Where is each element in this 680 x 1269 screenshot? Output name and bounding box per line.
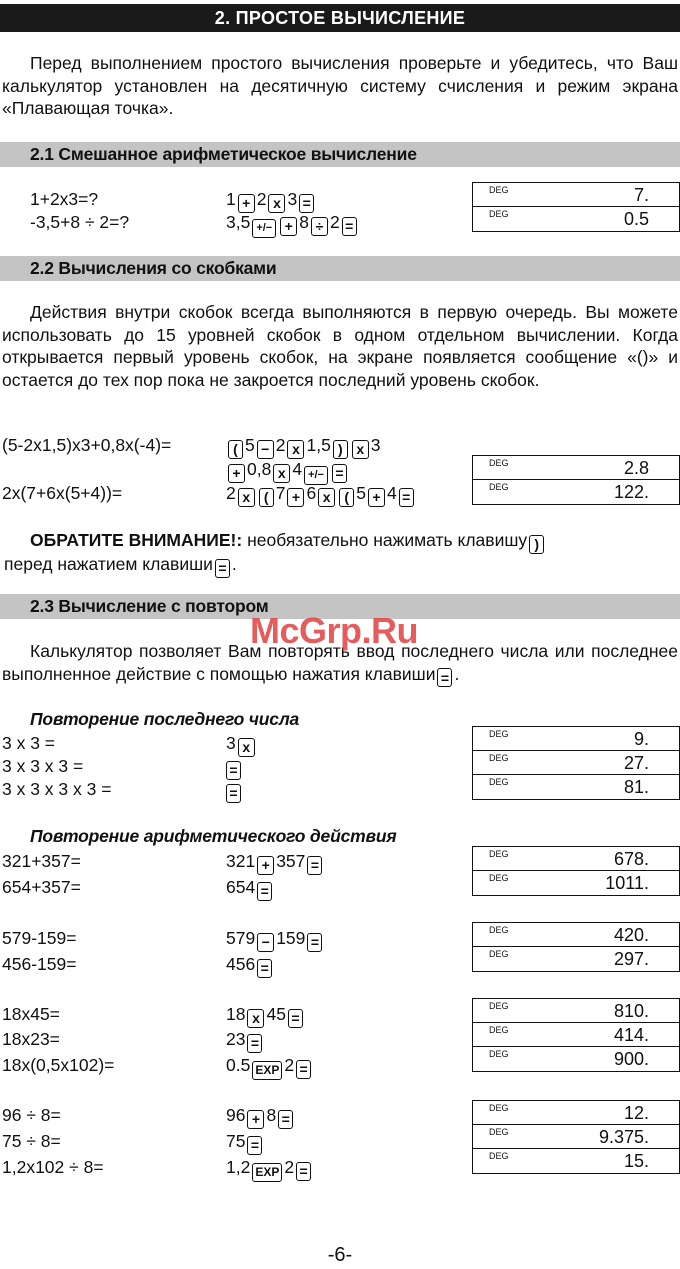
digit: 1	[226, 189, 236, 209]
exp-key: EXP	[252, 1061, 282, 1080]
equals-key: =	[247, 1034, 262, 1053]
op-example: 654+357=	[2, 877, 81, 897]
deg-indicator: DEG	[489, 925, 509, 935]
deg-indicator: DEG	[489, 458, 509, 468]
lcd-display	[472, 455, 680, 505]
digit: 1,2	[226, 1157, 251, 1177]
equals-key: =	[332, 464, 347, 483]
display-value: 27.	[623, 753, 649, 773]
digit: 357	[276, 851, 306, 871]
multiply-key: x	[238, 738, 255, 757]
exp-key: EXP	[252, 1163, 282, 1182]
equals-key: =	[307, 933, 322, 952]
deg-indicator: DEG	[489, 949, 509, 959]
multiply-key: x	[273, 464, 290, 483]
left-paren-key: (	[228, 440, 243, 459]
lcd-display	[472, 1100, 680, 1174]
minus-key: −	[257, 933, 274, 952]
para-end: .	[454, 663, 460, 684]
op-keys	[226, 952, 274, 978]
equals-key: =	[307, 856, 322, 875]
plus-key: +	[238, 194, 255, 213]
note-line-2	[4, 552, 237, 578]
multiply-key: x	[352, 440, 369, 459]
lcd-display	[472, 726, 680, 800]
display-value: 122.	[613, 482, 649, 502]
section-2-1-heading: 2.1 Смешанное арифметическое вычисление	[0, 142, 680, 167]
digit: 654	[226, 877, 256, 897]
equals-key: =	[247, 1136, 262, 1155]
minus-key: −	[257, 440, 274, 459]
digit: 2	[329, 212, 340, 232]
equals-key: =	[342, 217, 357, 236]
equals-key: =	[299, 194, 314, 213]
s22-text: Действия внутри скобок всегда выполняются в первую очередь. Вы можете использовать до 15 уровней скобок в одном отдельном вычислении. Когда открывается первый уровень скобок, на экране появляется сообщение «()» и остается до тех пор пока не закроется последний уровень скобок.	[2, 302, 678, 390]
plus-key: +	[247, 1110, 264, 1129]
equals-key: =	[296, 1162, 311, 1181]
s22-example-1: (5-2x1,5)x3+0,8x(-4)=	[2, 435, 172, 455]
deg-indicator: DEG	[489, 1103, 509, 1113]
plus-key: +	[368, 488, 385, 507]
rep-example: 3 x 3 =	[2, 733, 56, 753]
op-example: 1,2x102 ÷ 8=	[2, 1157, 104, 1177]
deg-indicator: DEG	[489, 1049, 509, 1059]
deg-indicator: DEG	[489, 482, 509, 492]
rep-keys	[226, 731, 257, 757]
display-value: 9.	[633, 729, 649, 749]
lcd-display	[472, 846, 680, 896]
digit: 3	[370, 435, 381, 455]
op-keys	[226, 926, 324, 952]
watermark: McGrp.Ru	[250, 610, 419, 651]
lcd-display	[472, 998, 680, 1072]
plus-key: +	[280, 217, 297, 236]
intro-paragraph	[2, 52, 678, 120]
display-row	[473, 183, 679, 207]
display-value: 0.5	[623, 209, 649, 229]
multiply-key: x	[287, 440, 304, 459]
multiply-key: x	[247, 1009, 264, 1028]
digit: 3	[226, 733, 236, 753]
op-keys	[226, 1027, 264, 1053]
deg-indicator: DEG	[489, 753, 509, 763]
digit: 45	[266, 1004, 286, 1024]
page-number: -6-	[327, 1244, 353, 1266]
display-value: 1011.	[605, 873, 649, 893]
lcd-display	[472, 182, 680, 232]
op-example: 18x45=	[2, 1004, 60, 1024]
deg-indicator: DEG	[489, 873, 509, 883]
deg-indicator: DEG	[489, 849, 509, 859]
digit: 18	[226, 1004, 246, 1024]
digit: 0.5	[226, 1055, 251, 1075]
equals-key: =	[257, 959, 272, 978]
plus-key: +	[257, 856, 274, 875]
s21-example-2: -3,5+8 ÷ 2=?	[30, 212, 130, 232]
intro-text: Перед выполнением простого вычисления проверьте и убедитесь, что Ваш калькулятор установлен на десятичную систему счисления и режим экрана «Плавающая точка».	[2, 53, 678, 118]
left-paren-key: (	[339, 488, 354, 507]
s22-keys-2	[226, 481, 416, 507]
digit: 96	[226, 1105, 246, 1125]
digit: 4	[292, 459, 303, 479]
digit: 7	[275, 483, 286, 503]
display-value: 2.8	[623, 458, 649, 478]
lcd-display	[472, 922, 680, 972]
display-value: 900.	[613, 1049, 649, 1069]
note-text: перед нажатием клавиши	[4, 554, 213, 574]
op-example: 456-159=	[2, 954, 77, 974]
op-keys	[226, 849, 324, 875]
display-value: 297.	[613, 949, 649, 969]
digit: 0,8	[247, 459, 272, 479]
deg-indicator: DEG	[489, 1025, 509, 1035]
equals-key: =	[278, 1110, 293, 1129]
display-value: 414.	[613, 1025, 649, 1045]
note-text: необязательно нажимать клавишу	[242, 530, 528, 550]
digit: 321	[226, 851, 256, 871]
rep-keys	[224, 777, 243, 803]
rep-keys	[224, 754, 243, 780]
page-title: 2. ПРОСТОЕ ВЫЧИСЛЕНИЕ	[0, 4, 680, 32]
display-row	[473, 456, 679, 480]
s21-keys-2	[226, 210, 359, 238]
equals-key: =	[257, 882, 272, 901]
multiply-key: x	[318, 488, 335, 507]
display-value: 7.	[633, 185, 649, 205]
op-keys	[226, 1155, 313, 1182]
multiply-key: x	[238, 488, 255, 507]
display-value: 15.	[623, 1151, 649, 1171]
note-line-1	[30, 528, 546, 554]
digit: 2	[284, 1055, 295, 1075]
equals-key: =	[288, 1009, 303, 1028]
deg-indicator: DEG	[489, 209, 509, 219]
s23-text: Калькулятор позволяет Вам повторять ввод последнего числа или последнее выполненное действие с помощью нажатия клавиши	[2, 641, 678, 684]
digit: 456	[226, 954, 256, 974]
equals-key: =	[399, 488, 414, 507]
equals-key: =	[296, 1060, 311, 1079]
display-value: 81.	[623, 777, 649, 797]
right-paren-key: )	[333, 440, 348, 459]
digit: 23	[226, 1029, 246, 1049]
rep-example: 3 x 3 x 3 =	[2, 756, 84, 776]
display-value: 810.	[613, 1001, 649, 1021]
digit: 2	[275, 435, 286, 455]
left-paren-key: (	[259, 488, 274, 507]
note-end: .	[231, 554, 237, 574]
display-row	[473, 480, 679, 504]
deg-indicator: DEG	[489, 1151, 509, 1161]
deg-indicator: DEG	[489, 729, 509, 739]
digit: 8	[266, 1105, 277, 1125]
deg-indicator: DEG	[489, 1001, 509, 1011]
section-2-2-heading: 2.2 Вычисления со скобками	[0, 256, 680, 281]
digit: 2	[284, 1157, 295, 1177]
op-keys	[226, 1053, 313, 1080]
digit: 3	[287, 189, 298, 209]
subheading-repeat-number: Повторение последнего числа	[30, 709, 300, 729]
s22-keys-1	[226, 433, 381, 459]
digit: 159	[276, 928, 306, 948]
digit: 6	[306, 483, 317, 503]
right-paren-key: )	[529, 535, 544, 554]
rep-example: 3 x 3 x 3 x 3 =	[2, 779, 112, 799]
plus-key: +	[228, 464, 245, 483]
subheading-repeat-operation: Повторение арифметического действия	[30, 826, 397, 846]
divide-key: ÷	[311, 217, 328, 236]
section-2-3-heading: 2.3 Вычисление с повтором	[0, 594, 680, 619]
s22-paragraph	[2, 301, 678, 391]
digit: 2	[226, 483, 236, 503]
display-value: 678.	[613, 849, 649, 869]
deg-indicator: DEG	[489, 185, 509, 195]
op-example: 18x23=	[2, 1029, 60, 1049]
display-value: 420.	[613, 925, 649, 945]
plus-key: +	[287, 488, 304, 507]
display-row	[473, 207, 679, 231]
deg-indicator: DEG	[489, 1127, 509, 1137]
digit: 1,5	[306, 435, 331, 455]
op-keys	[226, 1129, 264, 1155]
op-example: 321+357=	[2, 851, 81, 871]
display-value: 12.	[623, 1103, 649, 1123]
equals-key: =	[226, 761, 241, 780]
note-bold: ОБРАТИТЕ ВНИМАНИЕ!:	[30, 530, 243, 550]
s21-example-1: 1+2x3=?	[30, 189, 99, 209]
digit: 579	[226, 928, 256, 948]
digit: 4	[386, 483, 397, 503]
op-example: 75 ÷ 8=	[2, 1131, 61, 1151]
op-keys	[226, 875, 274, 901]
sign-key: +/−	[304, 466, 328, 485]
digit: 3,5	[226, 212, 251, 232]
digit: 2	[256, 189, 267, 209]
deg-indicator: DEG	[489, 777, 509, 787]
op-keys	[226, 1103, 295, 1129]
s21-keys-1	[226, 187, 316, 213]
s22-example-2: 2x(7+6x(5+4))=	[2, 483, 123, 503]
multiply-key: x	[268, 194, 285, 213]
equals-key: =	[437, 668, 452, 687]
digit: 5	[356, 483, 366, 503]
digit: 5	[245, 435, 255, 455]
op-example: 18x(0,5x102)=	[2, 1055, 115, 1075]
op-example: 579-159=	[2, 928, 77, 948]
op-keys	[226, 1002, 305, 1028]
display-value: 9.375.	[598, 1127, 649, 1147]
equals-key: =	[226, 784, 241, 803]
op-example: 96 ÷ 8=	[2, 1105, 61, 1125]
digit: 75	[226, 1131, 246, 1151]
equals-key: =	[215, 559, 230, 578]
digit: 8	[299, 212, 309, 232]
sign-key: +/−	[252, 219, 276, 238]
